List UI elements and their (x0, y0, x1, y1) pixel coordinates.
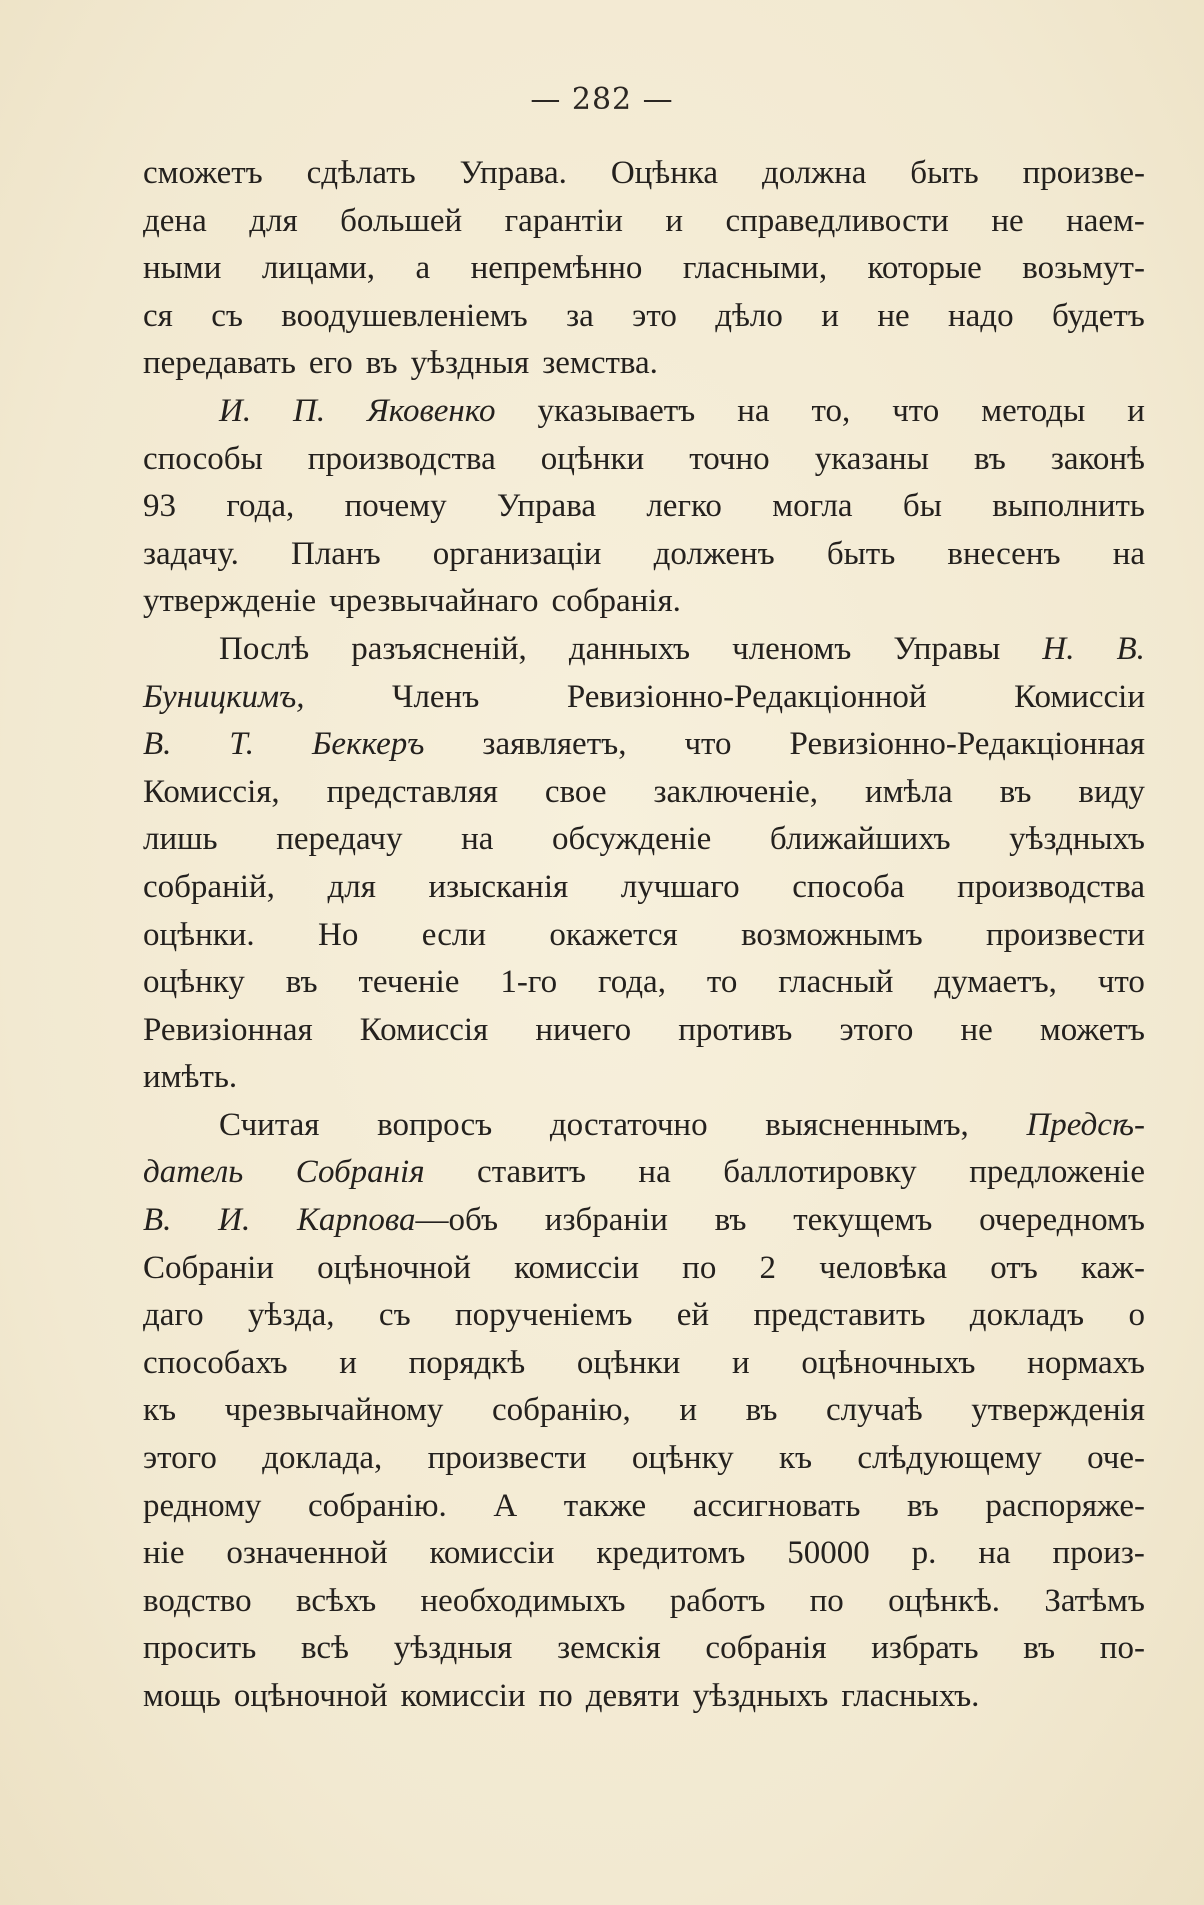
text-line: просить всѣ уѣздныя земскія собранія избрать въ по- (143, 1630, 1145, 1667)
text-line: передавать его въ уѣздныя земства. (143, 345, 658, 382)
paragraph (143, 626, 1145, 1102)
text-line: И. П. Яковенко указываетъ на то, что методы и (219, 392, 1145, 429)
text-line: редному собранію. А также ассигновать въ распоряже- (143, 1487, 1145, 1524)
text-line: Буницкимъ, Членъ Ревизіонно-Редакціонной Комиссіи (143, 678, 1145, 715)
text-line: даго уѣзда, съ порученіемъ ей представить докладъ о (143, 1297, 1145, 1334)
text-line: Комиссія, представляя свое заключеніе, имѣла въ виду (143, 773, 1145, 810)
text-line: Собраніи оцѣночной комиссіи по 2 человѣка отъ каж- (143, 1249, 1145, 1286)
text-line: В. И. Карпова—объ избраніи въ текущемъ очередномъ (143, 1202, 1145, 1239)
text-line: къ чрезвычайному собранію, и въ случаѣ утвержденія (143, 1392, 1145, 1429)
paragraph (143, 388, 1145, 626)
text-line: сможетъ сдѣлать Управа. Оцѣнка должна быть произве- (143, 155, 1145, 191)
text-line: Послѣ разъясненій, данныхъ членомъ Управы Н. В. (219, 630, 1145, 667)
text-line: утвержденіе чрезвычайнаго собранія. (143, 583, 681, 620)
text-line: оцѣнку въ теченіе 1-го года, то гласный думаетъ, что (143, 964, 1145, 1001)
text-line: этого доклада, произвести оцѣнку къ слѣдующему оче- (143, 1440, 1145, 1477)
text-line: имѣть. (143, 1059, 238, 1096)
text-line: Ревизіонная Комиссія ничего противъ этого не можетъ (143, 1011, 1145, 1048)
text-line: способахъ и порядкѣ оцѣнки и оцѣночныхъ нормахъ (143, 1344, 1145, 1381)
text-line: ными лицами, а непремѣнно гласными, которые возьмут- (143, 250, 1145, 287)
text-line: лишь передачу на обсужденіе ближайшихъ уѣздныхъ (143, 821, 1145, 858)
text-line: дена для большей гарантіи и справедливости не наем- (143, 202, 1145, 239)
text-line: оцѣнки. Но если окажется возможнымъ произвести (143, 916, 1145, 953)
text-line: Считая вопросъ достаточно выясненнымъ, Предсѣ- (219, 1106, 1145, 1143)
text-line: 93 года, почему Управа легко могла бы выполнить (143, 488, 1145, 525)
text-line: датель Собранія ставитъ на баллотировку предложеніе (143, 1154, 1145, 1191)
text-line: водство всѣхъ необходимыхъ работъ по оцѣнкѣ. Затѣмъ (143, 1582, 1145, 1619)
text-line: В. Т. Беккеръ заявляетъ, что Ревизіонно-Редакціонная (143, 726, 1145, 763)
text-line: собраній, для изысканія лучшаго способа производства (143, 868, 1145, 905)
body-text (143, 150, 1145, 1721)
text-line: ся съ воодушевленіемъ за это дѣло и не надо будетъ (143, 297, 1145, 334)
page-number: — 282 — (530, 82, 674, 117)
text-line: способы производства оцѣнки точно указаны въ законѣ (143, 440, 1145, 477)
text-line: мощь оцѣночной комиссіи по девяти уѣздныхъ гласныхъ. (143, 1678, 980, 1714)
text-line: задачу. Планъ организаціи долженъ быть внесенъ на (143, 535, 1145, 572)
paragraph (143, 150, 1145, 388)
paragraph (143, 1102, 1145, 1721)
text-line: ніе означенной комиссіи кредитомъ 50000 р. на произ- (143, 1535, 1145, 1572)
